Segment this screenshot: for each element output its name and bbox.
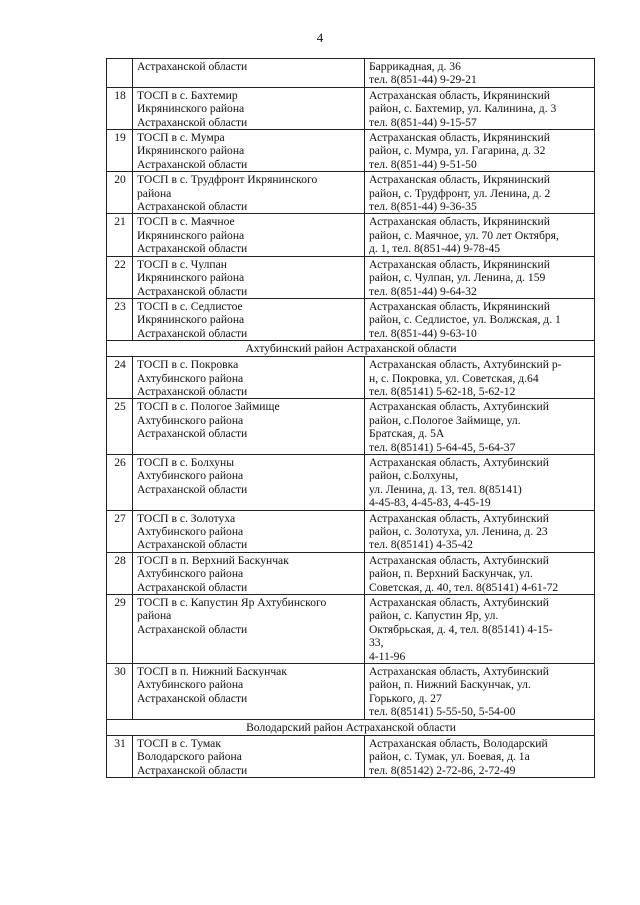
office-name-line: Астраханской области — [137, 60, 248, 73]
office-name-line: ТОСП в с. Тумак — [137, 736, 221, 750]
office-name-line: Икрянинского района — [137, 271, 245, 285]
office-name-line: района — [137, 186, 172, 200]
offices-table — [106, 58, 595, 778]
office-name-line: Астраханской области — [137, 427, 248, 441]
address-line: Астраханская область, Ахтубинский — [369, 665, 549, 679]
address-line: тел. 8(851-44) 9-36-35 — [369, 200, 477, 214]
address-line: Астраханская область, Ахтубинский — [369, 596, 549, 610]
address-line: Астраханская область, Икрянинский — [369, 173, 550, 187]
address-cell — [365, 172, 595, 214]
row-number: 19 — [107, 130, 133, 172]
address-cell — [365, 454, 595, 510]
table-row — [107, 552, 595, 594]
section-title: Ахтубинский район Астраханской области — [107, 341, 595, 357]
section-header-row — [107, 719, 595, 735]
office-name-line: ТОСП в с. Мумра — [137, 131, 225, 145]
office-name-cell — [133, 552, 365, 594]
address-cell — [365, 735, 595, 777]
row-number: 25 — [107, 399, 133, 455]
row-number: 30 — [107, 664, 133, 720]
office-name-line: района — [137, 609, 172, 623]
table-row — [107, 298, 595, 340]
address-line: район, с. Трудфронт, ул. Ленина, д. 2 — [369, 186, 551, 200]
office-name-line: Астраханской области — [137, 157, 248, 171]
address-line: Астраханская область, Икрянинский — [369, 299, 550, 313]
address-cell — [365, 214, 595, 256]
address-cell — [365, 87, 595, 129]
address-line: тел. 8(851-44) 9-51-50 — [369, 157, 477, 171]
table-row — [107, 256, 595, 298]
address-line: Астраханская область, Ахтубинский р- — [369, 358, 562, 372]
office-name-cell — [133, 454, 365, 510]
address-line: тел. 8(85141) 5-62-18, 5-62-12 — [369, 384, 516, 398]
table-row — [107, 172, 595, 214]
office-name-line: Ахтубинского района — [137, 413, 244, 427]
address-line: Астраханская область, Икрянинский — [369, 215, 550, 229]
office-name-cell — [133, 399, 365, 455]
office-name-line: ТОСП в п. Верхний Баскунчак — [137, 553, 289, 567]
row-number: 27 — [107, 510, 133, 552]
office-name-line: Астраханской области — [137, 284, 248, 298]
office-name-cell — [133, 256, 365, 298]
row-number: 18 — [107, 87, 133, 129]
office-name-line: Астраханской области — [137, 384, 248, 398]
page-number: 4 — [316, 30, 324, 45]
address-line: район, с. Тумак, ул. Боевая, д. 1а — [369, 750, 530, 764]
office-name-line: ТОСП в с. Капустин Яр Ахтубинского — [137, 596, 327, 610]
address-cell — [365, 552, 595, 594]
row-number: 28 — [107, 552, 133, 594]
address-line: район, с.Пологое Займище, ул. — [369, 413, 521, 427]
table-row — [107, 357, 595, 399]
address-line: Горького, д. 27 — [369, 691, 442, 705]
office-name-line: Икрянинского района — [137, 144, 245, 158]
address-line: 4-11-96 — [369, 649, 406, 663]
office-name-line: Астраханской области — [137, 691, 248, 705]
office-name-cell — [133, 298, 365, 340]
address-line: д. 1, тел. 8(851-44) 9-78-45 — [369, 242, 501, 256]
address-cell — [365, 399, 595, 455]
office-name-line: Астраханской области — [137, 580, 248, 594]
address-line: район, с. Маячное, ул. 70 лет Октября, — [369, 228, 559, 242]
office-name-line: Астраханской области — [137, 115, 248, 129]
office-name-line: Икрянинского района — [137, 102, 245, 116]
address-line: Астраханская область, Володарский — [369, 736, 548, 750]
office-name-line: Ахтубинского района — [137, 567, 244, 581]
address-line: район, с. Чулпан, ул. Ленина, д. 159 — [369, 271, 546, 285]
table-row — [107, 595, 595, 664]
row-number: 26 — [107, 454, 133, 510]
address-line: район, п. Нижний Баскунчак, ул. — [369, 678, 531, 692]
table-row — [107, 59, 595, 88]
table-row — [107, 454, 595, 510]
address-cell — [365, 357, 595, 399]
address-line: н, с. Покровка, ул. Советская, д.64 — [369, 371, 539, 385]
office-name-line: Астраханской области — [137, 622, 248, 636]
row-number: 24 — [107, 357, 133, 399]
address-line: Астраханская область, Ахтубинский — [369, 400, 549, 414]
address-line: район, с. Бахтемир, ул. Калинина, д. 3 — [369, 102, 557, 116]
table-row — [107, 735, 595, 777]
office-name-cell — [133, 510, 365, 552]
address-line: Братская, д. 5А — [369, 427, 445, 441]
address-line: Астраханская область, Ахтубинский — [369, 455, 549, 469]
address-line: тел. 8(85141) 5-64-45, 5-64-37 — [369, 440, 516, 454]
address-line: Астраханская область, Ахтубинский — [369, 553, 549, 567]
office-name-line: Астраханской области — [137, 326, 248, 340]
section-header-row — [107, 341, 595, 357]
office-name-line: Володарского района — [137, 750, 242, 764]
address-cell — [365, 59, 595, 88]
row-number: 22 — [107, 256, 133, 298]
row-number: 20 — [107, 172, 133, 214]
address-cell — [365, 595, 595, 664]
office-name-cell — [133, 595, 365, 664]
office-name-line: Астраханской области — [137, 538, 248, 552]
address-line: Баррикадная, д. 36 — [369, 60, 461, 73]
row-number — [107, 59, 133, 88]
address-line: район, п. Верхний Баскунчак, ул. — [369, 567, 533, 581]
office-name-line: Ахтубинского района — [137, 525, 244, 538]
office-name-line: Астраханской области — [137, 200, 248, 214]
address-line: 4-45-83, 4-45-83, 4-45-19 — [369, 496, 491, 510]
office-name-line: ТОСП в с. Болхуны — [137, 455, 234, 469]
office-name-line: ТОСП в с. Бахтемир — [137, 88, 238, 102]
address-line: район, с. Седлистое, ул. Волжская, д. 1 — [369, 313, 561, 327]
office-name-cell — [133, 357, 365, 399]
office-name-cell — [133, 214, 365, 256]
office-name-line: ТОСП в с. Маячное — [137, 215, 235, 229]
address-line: тел. 8(85141) 4-35-42 — [369, 538, 473, 552]
office-name-cell — [133, 664, 365, 720]
address-cell — [365, 256, 595, 298]
address-line: ул. Ленина, д. 13, тел. 8(85141) — [369, 482, 522, 496]
address-line: район, с. Золотуха, ул. Ленина, д. 23 — [369, 525, 548, 538]
address-line: тел. 8(85142) 2-72-86, 2-72-49 — [369, 763, 516, 777]
address-line: Астраханская область, Икрянинский — [369, 131, 550, 145]
table-row — [107, 664, 595, 720]
address-line: Астраханская область, Икрянинский — [369, 88, 550, 102]
address-line: Астраханская область, Икрянинский — [369, 257, 550, 271]
table-row — [107, 214, 595, 256]
address-line: тел. 8(851-44) 9-63-10 — [369, 326, 477, 340]
table-row — [107, 510, 595, 552]
table-body — [107, 59, 595, 778]
office-name-cell — [133, 130, 365, 172]
office-name-line: Ахтубинского района — [137, 678, 244, 692]
row-number: 23 — [107, 298, 133, 340]
row-number: 21 — [107, 214, 133, 256]
address-cell — [365, 298, 595, 340]
office-name-line: ТОСП в с. Золотуха — [137, 511, 236, 525]
address-line: тел. 8(85141) 5-55-50, 5-54-00 — [369, 705, 516, 719]
table-row — [107, 87, 595, 129]
address-line: район, с. Капустин Яр, ул. — [369, 609, 499, 623]
address-cell — [365, 510, 595, 552]
address-line: тел. 8(851-44) 9-64-32 — [369, 284, 477, 298]
address-line: район, с.Болхуны, — [369, 469, 459, 483]
office-name-cell — [133, 59, 365, 88]
office-name-line: Астраханской области — [137, 763, 248, 777]
address-line: тел. 8(851-44) 9-29-21 — [369, 73, 477, 87]
address-line: Советская, д. 40, тел. 8(85141) 4-61-72 — [369, 580, 559, 594]
address-line: Астраханская область, Ахтубинский — [369, 511, 549, 525]
office-name-line: Астраханской области — [137, 242, 248, 256]
section-title: Володарский район Астраханской области — [107, 719, 595, 735]
office-name-line: Астраханской области — [137, 482, 248, 496]
row-number: 29 — [107, 595, 133, 664]
address-line: тел. 8(851-44) 9-15-57 — [369, 115, 477, 129]
office-name-line: ТОСП в с. Трудфронт Икрянинского — [137, 173, 318, 187]
office-name-line: ТОСП в с. Пологое Займище — [137, 400, 280, 414]
office-name-cell — [133, 87, 365, 129]
office-name-line: Икрянинского района — [137, 228, 245, 242]
row-number: 31 — [107, 735, 133, 777]
office-name-cell — [133, 735, 365, 777]
address-line: район, с. Мумра, ул. Гагарина, д. 32 — [369, 144, 546, 158]
office-name-line: Ахтубинского района — [137, 371, 244, 385]
address-cell — [365, 664, 595, 720]
office-name-line: ТОСП в с. Чулпан — [137, 257, 227, 271]
address-line: 33, — [369, 636, 384, 650]
table-row — [107, 399, 595, 455]
office-name-line: ТОСП в п. Нижний Баскунчак — [137, 665, 287, 679]
office-name-cell — [133, 172, 365, 214]
table-row — [107, 130, 595, 172]
address-cell — [365, 130, 595, 172]
office-name-line: Икрянинского района — [137, 313, 245, 327]
office-name-line: Ахтубинского района — [137, 469, 244, 483]
office-name-line: ТОСП в с. Седлистое — [137, 299, 243, 313]
address-line: Октябрьская, д. 4, тел. 8(85141) 4-15- — [369, 622, 553, 636]
office-name-line: ТОСП в с. Покровка — [137, 358, 239, 372]
